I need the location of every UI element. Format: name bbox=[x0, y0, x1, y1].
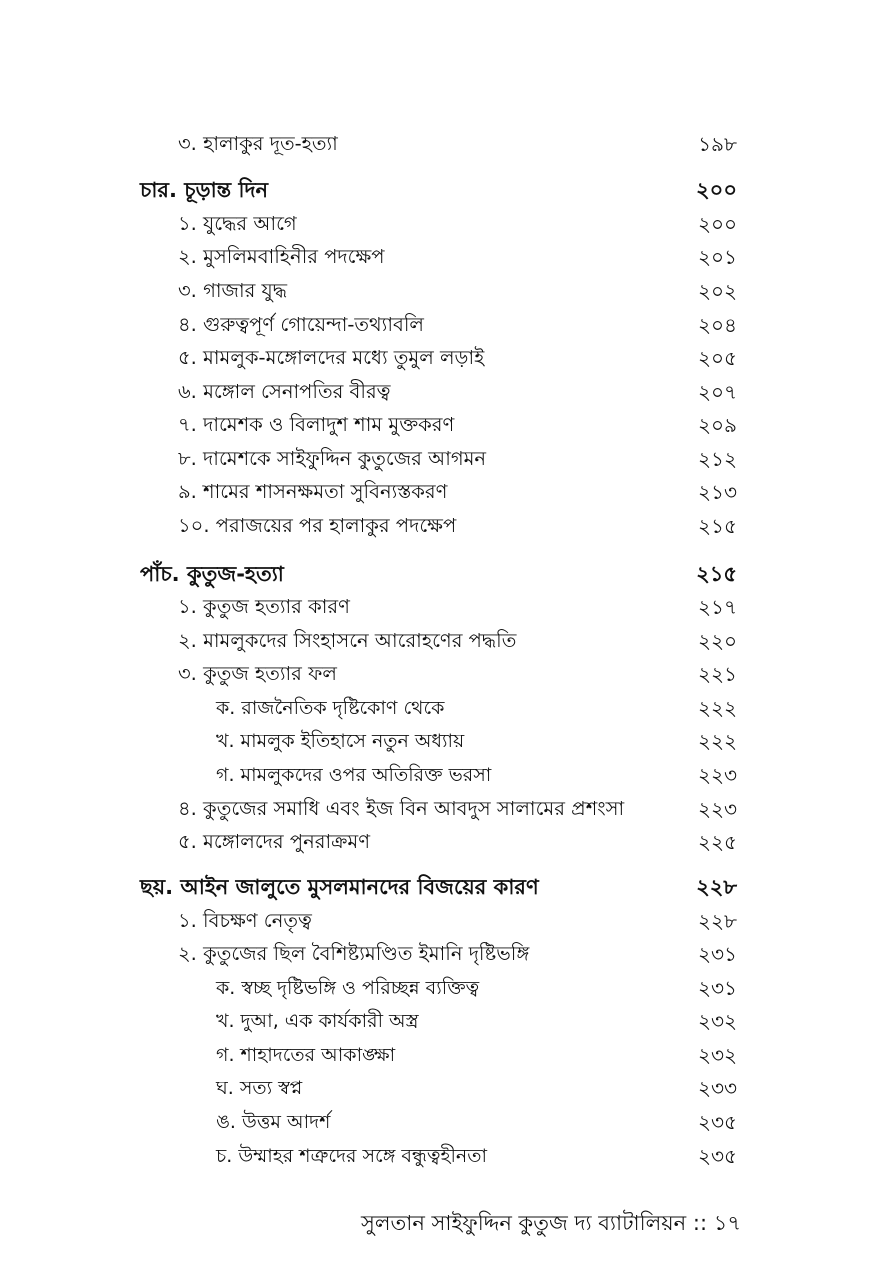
toc-subentry bbox=[0, 724, 869, 758]
toc-entry bbox=[0, 590, 869, 624]
toc-page-number: ২০২ bbox=[697, 279, 737, 303]
toc-entry-title: গ. শাহাদতের আকাঙ্ক্ষা bbox=[216, 1044, 396, 1066]
toc-entry-title: ছয়. আইন জালুতে মুসলমানদের বিজয়ের কারণ bbox=[140, 875, 539, 899]
footer-running-title: সুলতান সাইফুদ্দিন কুতুজ দ্য ব্যাটালিয়ন :: ১৭ bbox=[360, 1211, 741, 1235]
toc-page-number: ২২৩ bbox=[697, 797, 737, 821]
toc-entry-title: ২. কুতুজের ছিল বৈশিষ্ট্যমণ্ডিত ইমানি দৃষ্টিভঙ্গি bbox=[178, 942, 530, 965]
toc-page-number: ২০৭ bbox=[697, 380, 737, 404]
toc-entry-title: ১. বিচক্ষণ নেতৃত্ব bbox=[178, 909, 312, 932]
toc-entry-title: ৪. কুতুজের সমাধি এবং ইজ বিন আবদুস সালামের প্রশংসা bbox=[178, 797, 625, 820]
toc-entry-title: ১. কুতুজ হত্যার কারণ bbox=[178, 595, 350, 618]
toc-subentry bbox=[0, 971, 869, 1005]
toc-entry bbox=[0, 509, 869, 543]
toc-entry-title: ৮. দামেশকে সাইফুদ্দিন কুতুজের আগমন bbox=[178, 447, 487, 470]
toc-subentry bbox=[0, 1139, 869, 1173]
toc-page-number: ২৩১ bbox=[698, 942, 737, 966]
toc-entry-title: গ. মামলুকদের ওপর অতিরিক্ত ভরসা bbox=[216, 764, 492, 786]
toc-section-heading bbox=[0, 557, 869, 591]
toc-section-heading bbox=[0, 870, 869, 904]
toc-entry-title: ঘ. সত্য স্বপ্ন bbox=[216, 1077, 303, 1099]
toc-page-number: ২০৪ bbox=[698, 313, 737, 337]
toc-entry-title: ক. রাজনৈতিক দৃষ্টিকোণ থেকে bbox=[216, 697, 445, 719]
toc-entry-title: ২. মামলুকদের সিংহাসনে আরোহণের পদ্ধতি bbox=[178, 629, 517, 652]
toc-page-number: ২১৩ bbox=[698, 480, 737, 504]
toc-page-number: ২২৮ bbox=[698, 909, 737, 933]
toc-page-number: ২২০ bbox=[697, 629, 737, 653]
toc-page-number: ২১৫ bbox=[698, 514, 737, 538]
toc-entry bbox=[0, 937, 869, 971]
toc-entry-title: ৯. শামের শাসনক্ষমতা সুবিন্যস্তকরণ bbox=[178, 480, 448, 503]
toc-entry-title: চার. চূড়ান্ত দিন bbox=[140, 178, 269, 202]
toc-entry bbox=[0, 442, 869, 476]
toc-page-number: ২২৮ bbox=[696, 875, 737, 899]
toc-entry-title: ৩. হালাকুর দূত-হত্যা bbox=[178, 132, 338, 155]
toc-entry bbox=[0, 127, 869, 161]
toc-page-number: ২০০ bbox=[696, 178, 737, 202]
toc-entry-title: ৩. কুতুজ হত্যার ফল bbox=[178, 662, 337, 685]
toc-subentry bbox=[0, 691, 869, 725]
toc-page-number: ২৩১ bbox=[698, 976, 737, 1000]
toc-entry-title: ৩. গাজার যুদ্ধ bbox=[178, 279, 288, 302]
toc-entry bbox=[0, 825, 869, 859]
toc-page-number: ২৩২ bbox=[697, 1043, 737, 1067]
toc-subentry bbox=[0, 1071, 869, 1105]
toc-entry-title: চ. উম্মাহর শত্রুদের সঙ্গে বন্ধুত্বহীনতা bbox=[216, 1145, 487, 1167]
toc-page-number: ২০১ bbox=[698, 245, 737, 269]
toc-entry bbox=[0, 341, 869, 375]
toc-page-number: ২০০ bbox=[697, 212, 737, 236]
toc-subentry bbox=[0, 758, 869, 792]
toc-entry bbox=[0, 207, 869, 241]
toc-entry bbox=[0, 657, 869, 691]
toc-page-number: ২২৩ bbox=[697, 763, 737, 787]
toc-entry bbox=[0, 240, 869, 274]
toc-page-number: ২২২ bbox=[697, 729, 737, 753]
toc-subentry bbox=[0, 1004, 869, 1038]
toc-page-number: ২১৫ bbox=[696, 562, 737, 586]
toc-page-number: ২৩৫ bbox=[698, 1144, 737, 1168]
toc-entry-title: ১. যুদ্ধের আগে bbox=[178, 212, 297, 235]
toc-entry-title: ক. স্বচ্ছ দৃষ্টিভঙ্গি ও পরিচ্ছন্ন ব্যক্তিত্ব bbox=[216, 977, 480, 999]
toc-entry-title: ১০. পরাজয়ের পর হালাকুর পদক্ষেপ bbox=[178, 514, 457, 537]
toc-entry-title: ৫. মঙ্গোলদের পুনরাক্রমণ bbox=[178, 830, 371, 853]
toc-page-number: ২০৯ bbox=[698, 413, 737, 437]
toc-subentry bbox=[0, 1105, 869, 1139]
page-footer bbox=[0, 1206, 869, 1240]
toc-page-number: ২৩৩ bbox=[697, 1076, 737, 1100]
toc-page-number: ২৩২ bbox=[697, 1009, 737, 1033]
toc-entry bbox=[0, 408, 869, 442]
toc-entry bbox=[0, 475, 869, 509]
toc-entry-title: খ. মামলুক ইতিহাসে নতুন অধ্যায় bbox=[216, 730, 465, 752]
toc-entry bbox=[0, 624, 869, 658]
toc-entry bbox=[0, 274, 869, 308]
toc-page-number: ২১৭ bbox=[698, 595, 737, 619]
toc-page-number: ২৩৫ bbox=[698, 1110, 737, 1134]
toc-page-number: ১৯৮ bbox=[698, 132, 737, 156]
toc-entry-title: ঙ. উত্তম আদর্শ bbox=[216, 1111, 331, 1133]
toc-entry bbox=[0, 375, 869, 409]
toc-subentry bbox=[0, 1038, 869, 1072]
toc-page-number: ২২২ bbox=[697, 696, 737, 720]
toc-entry bbox=[0, 904, 869, 938]
toc-entry-title: ৬. মঙ্গোল সেনাপতির বীরত্ব bbox=[178, 380, 391, 403]
toc-entry-title: পাঁচ. কুতুজ-হত্যা bbox=[140, 562, 284, 586]
toc-entry-title: ৫. মামলুক-মঙ্গোলদের মধ্যে তুমুল লড়াই bbox=[178, 346, 485, 369]
toc-section-heading bbox=[0, 173, 869, 207]
toc-page-number: ২২১ bbox=[698, 662, 737, 686]
toc-entry bbox=[0, 308, 869, 342]
toc-entry bbox=[0, 792, 869, 826]
toc-entry-title: ৪. গুরুত্বপূর্ণ গোয়েন্দা-তথ্যাবলি bbox=[178, 313, 424, 336]
toc-entry-title: খ. দুআ, এক কার্যকারী অস্ত্র bbox=[216, 1010, 419, 1032]
toc-page-number: ২১২ bbox=[698, 447, 737, 471]
toc-entry-title: ২. মুসলিমবাহিনীর পদক্ষেপ bbox=[178, 245, 385, 268]
toc-entry-title: ৭. দামেশক ও বিলাদুশ শাম মুক্তকরণ bbox=[178, 413, 455, 436]
toc-page-number: ২০৫ bbox=[698, 346, 737, 370]
toc-page-number: ২২৫ bbox=[698, 830, 737, 854]
